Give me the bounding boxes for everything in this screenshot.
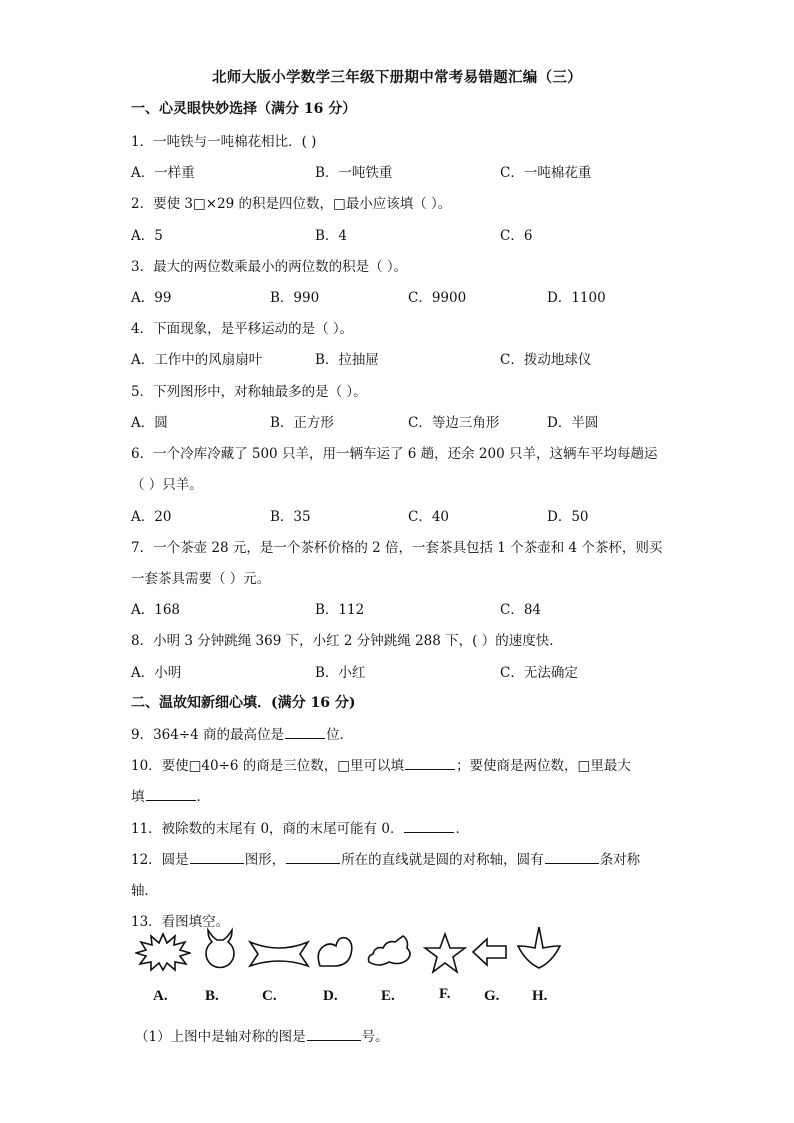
q11-suffix: ． xyxy=(455,821,469,837)
q1-option-b: B．一吨铁重 xyxy=(315,165,393,181)
cloud-shape-icon xyxy=(365,932,415,972)
q13-sub1-blank[interactable] xyxy=(307,1026,361,1041)
q4-option-c: C．拨动地球仪 xyxy=(500,352,592,368)
shape-figure-row xyxy=(131,932,591,1022)
question-9 xyxy=(131,723,353,743)
blob-heart-icon xyxy=(314,932,356,972)
q6-option-a: A．20 xyxy=(131,509,172,525)
q12-blank-3[interactable] xyxy=(545,849,599,864)
q4-option-b: B．拉抽屉 xyxy=(315,352,379,368)
starburst-icon xyxy=(135,932,191,972)
question-11 xyxy=(131,817,469,837)
q12-text-4: 条对称 xyxy=(599,852,641,868)
q5-option-b: B．正方形 xyxy=(270,415,334,431)
q3-option-b: B．990 xyxy=(270,290,320,306)
q12-text-3: 所在的直线就是圆的对称轴，圆有 xyxy=(341,852,544,868)
q3-option-c: C．9900 xyxy=(408,290,467,306)
question-7-cont: 一套茶具需要（ ）元。 xyxy=(131,571,271,587)
q13-sub1-text: （1）上图中是轴对称的图是 xyxy=(135,1029,306,1045)
q8-option-c: C．无法确定 xyxy=(500,665,578,681)
question-13: 13．看图填空。 xyxy=(131,914,230,930)
question-12 xyxy=(131,848,640,868)
q7-option-a: A．168 xyxy=(131,602,181,618)
boat-shape-icon xyxy=(516,924,562,972)
q10-blank-2[interactable] xyxy=(146,786,196,801)
q9-blank[interactable] xyxy=(285,724,325,739)
shape-label-g: G. xyxy=(484,988,500,1004)
shape-label-h: H. xyxy=(532,988,548,1004)
q12-blank-2[interactable] xyxy=(286,849,340,864)
five-point-star-icon xyxy=(423,932,467,974)
ribbon-banner-icon xyxy=(247,932,311,972)
q12-blank-1[interactable] xyxy=(190,849,244,864)
q7-option-b: B．112 xyxy=(315,602,365,618)
question-4: 4．下面现象，是平移运动的是（ ）。 xyxy=(131,321,354,337)
fish-tail-circle-icon xyxy=(201,926,239,974)
q1-option-c: C．一吨棉花重 xyxy=(500,165,592,181)
q10-text-2: ；要使商是两位数，□里最大 xyxy=(456,758,631,774)
shape-label-a: A. xyxy=(153,988,168,1004)
question-6: 6．一个冷库冷藏了 500 只羊，用一辆车运了 6 趟，还余 200 只羊，这辆车平均每趟运 xyxy=(131,446,658,462)
q9-suffix: 位． xyxy=(326,727,354,743)
q7-option-c: C．84 xyxy=(500,602,542,618)
q8-option-b: B．小红 xyxy=(315,665,366,681)
q10-suffix: ． xyxy=(196,789,210,805)
question-1: 1．一吨铁与一吨棉花相比．( ) xyxy=(131,134,317,150)
q4-option-a: A．工作中的风扇扇叶 xyxy=(131,352,263,368)
question-5: 5．下列图形中，对称轴最多的是（ ）。 xyxy=(131,384,367,400)
q2-option-a: A．5 xyxy=(131,228,163,244)
question-7: 7．一个茶壶 28 元，是一个茶杯价格的 2 倍，一套茶具包括 1 个茶壶和 4 个茶杯，则买 xyxy=(131,540,663,556)
q12-text-2: 图形， xyxy=(244,852,286,868)
question-10-cont xyxy=(131,785,210,805)
q9-text: 9．364÷4 商的最高位是 xyxy=(131,727,285,743)
q11-text: 11．被除数的末尾有 0，商的末尾可能有 0． xyxy=(131,821,404,837)
shape-label-e: E. xyxy=(381,988,395,1004)
q6-option-b: B．35 xyxy=(270,509,311,525)
q11-blank[interactable] xyxy=(404,818,454,833)
question-2: 2．要使 3□×29 的积是四位数，□最小应该填（ ）。 xyxy=(131,196,452,212)
page-title: 北师大版小学数学三年级下册期中常考易错题汇编（三） xyxy=(212,69,582,86)
question-13-sub-1 xyxy=(135,1025,389,1045)
q2-option-b: B．4 xyxy=(315,228,348,244)
shape-label-f: F. xyxy=(439,986,451,1002)
left-arrow-icon xyxy=(471,932,509,972)
q12-text: 12．圆是 xyxy=(131,852,189,868)
q6-option-c: C．40 xyxy=(408,509,450,525)
q6-option-d: D．50 xyxy=(547,509,589,525)
shape-label-c: C. xyxy=(262,988,277,1004)
q2-option-c: C．6 xyxy=(500,228,533,244)
section-heading-choice: 一、心灵眼快妙选择（满分 16 分） xyxy=(131,101,357,117)
q3-option-d: D．1100 xyxy=(547,290,606,306)
section-heading-fill: 二、温故知新细心填．(满分 16 分) xyxy=(131,695,356,711)
question-10 xyxy=(131,754,631,774)
q1-option-a: A．一样重 xyxy=(131,165,195,181)
q3-option-a: A．99 xyxy=(131,290,172,306)
question-12-cont: 轴． xyxy=(131,883,158,899)
q13-sub1-suffix: 号。 xyxy=(361,1029,389,1045)
q10-text: 10．要使□40÷6 的商是三位数，□里可以填 xyxy=(131,758,405,774)
shape-label-b: B. xyxy=(205,988,219,1004)
shape-label-d: D. xyxy=(323,988,338,1004)
q10-blank-1[interactable] xyxy=(405,755,455,770)
q5-option-d: D．半圆 xyxy=(547,415,599,431)
q5-option-c: C．等边三角形 xyxy=(408,415,500,431)
q10-text-3: 填 xyxy=(131,789,145,805)
question-3: 3．最大的两位数乘最小的两位数的积是（ ）。 xyxy=(131,259,408,275)
q8-option-a: A．小明 xyxy=(131,665,182,681)
q5-option-a: A．圆 xyxy=(131,415,168,431)
question-6-cont: （ ）只羊。 xyxy=(131,477,203,493)
question-8: 8．小明 3 分钟跳绳 369 下，小红 2 分钟跳绳 288 下，( ）的速度快． xyxy=(131,633,563,649)
